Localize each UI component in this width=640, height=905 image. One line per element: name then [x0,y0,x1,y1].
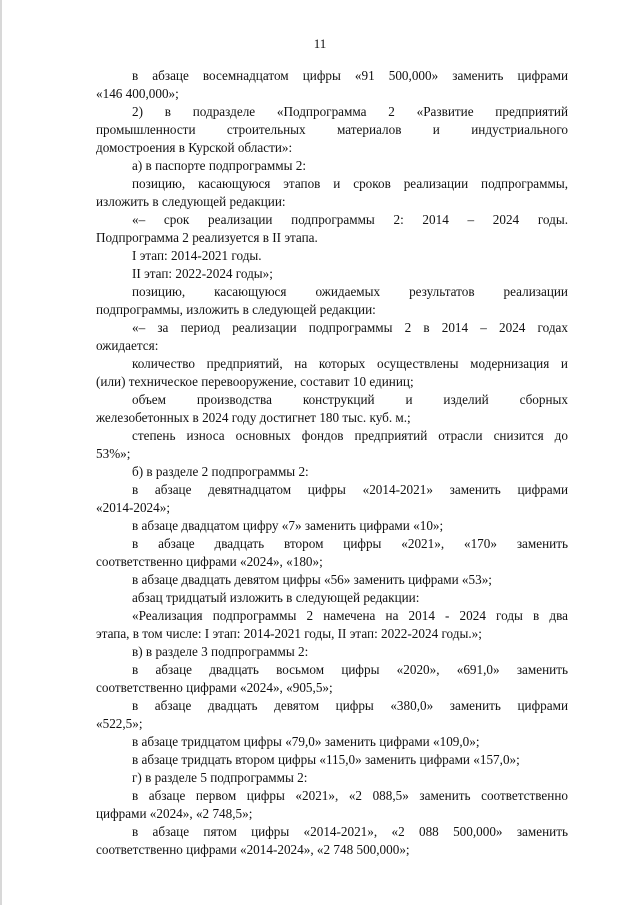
text-line: а) в паспорте подпрограммы 2: [132,158,306,173]
text-line: II этап: 2022-2024 годы»; [132,266,273,281]
text-line: «Реализация подпрограммы 2 намечена на 2014 - 2024 годы в два [132,608,568,623]
text-line: б) в разделе 2 подпрограммы 2: [132,464,309,479]
text-line: в абзаце первом цифры «2021», «2 088,5» заменить соответственно [132,788,568,803]
text-line: цифрами «2024», «2 748,5»; [96,806,253,821]
text-line: соответственно цифрами «2024», «180»; [96,554,323,569]
text-line: в) в разделе 3 подпрограммы 2: [132,644,309,659]
text-line: ожидается: [96,338,159,353]
text-line: «– срок реализации подпрограммы 2: 2014 – 2024 годы. [132,212,568,227]
text-line: позицию, касающуюся ожидаемых результатов реализации [132,284,568,299]
text-line: изложить в следующей редакции: [96,194,286,209]
text-line: «146 400,000»; [96,86,179,101]
text-line: «– за период реализации подпрограммы 2 в 2014 – 2024 годах [132,320,568,335]
text-line: в абзаце пятом цифры «2014-2021», «2 088 500,000» заменить [132,824,568,839]
text-line: позицию, касающуюся этапов и сроков реализации подпрограммы, [132,176,568,191]
text-line: I этап: 2014-2021 годы. [132,248,262,263]
text-line: в абзаце двадцатом цифру «7» заменить цифрами «10»; [132,518,444,533]
scan-left-edge [0,0,2,905]
text-line: промышленности строительных материалов и индустриального [96,122,568,137]
text-line: этапа, в том числе: I этап: 2014-2021 годы, II этап: 2022-2024 годы.»; [96,626,482,641]
text-line: в абзаце восемнадцатом цифры «91 500,000» заменить цифрами [132,68,568,83]
text-line: степень износа основных фондов предприятий отрасли снизится до [132,428,568,443]
text-line: г) в разделе 5 подпрограммы 2: [132,770,308,785]
text-line: в абзаце двадцать девятом цифры «56» заменить цифрами «53»; [132,572,492,587]
text-line: 53%»; [96,446,131,461]
text-line: в абзаце двадцать восьмом цифры «2020», «691,0» заменить [132,662,568,677]
text-line: соответственно цифрами «2014-2024», «2 748 500,000»; [96,842,410,857]
text-line: Подпрограмма 2 реализуется в II этапа. [96,230,318,245]
text-line: в абзаце двадцать втором цифры «2021», «170» заменить [132,536,568,551]
text-line: абзац тридцатый изложить в следующей редакции: [132,590,420,605]
text-line: (или) техническое перевооружение, составит 10 единиц; [96,374,414,389]
text-line: домостроения в Курской области»: [96,140,293,155]
page-number: 11 [313,36,327,51]
text-line: железобетонных в 2024 году достигнет 180 тыс. куб. м.; [96,410,411,425]
text-line: в абзаце тридцать втором цифры «115,0» заменить цифрами «157,0»; [132,752,520,767]
text-line: 2) в подразделе «Подпрограмма 2 «Развитие предприятий [132,104,568,119]
text-line: в абзаце тридцатом цифры «79,0» заменить цифрами «109,0»; [132,734,480,749]
text-line: в абзаце девятнадцатом цифры «2014-2021» заменить цифрами [132,482,568,497]
text-line: подпрограммы, изложить в следующей редакции: [96,302,376,317]
text-line: в абзаце двадцать девятом цифры «380,0» заменить цифрами [132,698,568,713]
text-line: «2014-2024»; [96,500,170,515]
text-line: количество предприятий, на которых осуществлены модернизация и [132,356,568,371]
text-line: соответственно цифрами «2024», «905,5»; [96,680,333,695]
text-line: объем производства конструкций и изделий сборных [132,392,568,407]
text-line: «522,5»; [96,716,143,731]
